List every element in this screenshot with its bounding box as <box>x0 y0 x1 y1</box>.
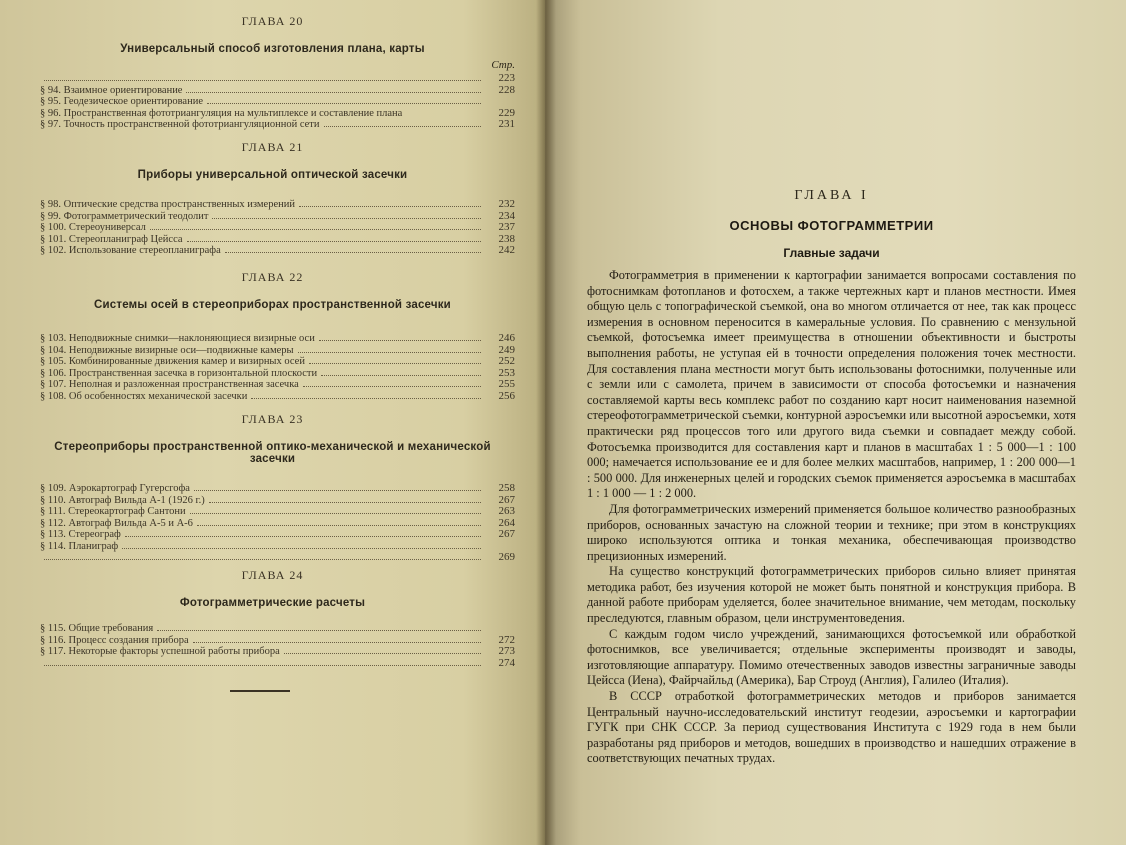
toc-entry <box>30 635 515 647</box>
toc-page-number: 234 <box>498 209 515 222</box>
toc-entry <box>30 483 515 495</box>
toc-section: § 102. Использование стереопланиграфа <box>40 245 221 256</box>
toc-section: § 104. Неподвижные визирные оси—подвижные камеры <box>40 344 294 356</box>
chapter-label: ГЛАВА I <box>794 188 869 203</box>
toc-section: § 116. Процесс создания прибора <box>40 634 189 646</box>
section-subtitle: Главные задачи <box>783 246 880 260</box>
chapter-title: Универсальный способ изготовления плана, карты <box>120 43 425 55</box>
toc-page-number: 256 <box>498 389 515 402</box>
toc-leader <box>284 653 481 654</box>
toc-section: § 97. Точность пространственной фототриангуляционной сети <box>40 119 320 130</box>
toc-leader <box>225 252 481 253</box>
chapter-label: ГЛАВА 22 <box>241 270 304 284</box>
toc-page-number: 258 <box>498 482 515 494</box>
toc-entry <box>30 518 515 530</box>
toc-section: § 114. Планиграф <box>40 540 119 552</box>
toc-leader <box>321 375 481 376</box>
toc-page-number: 274 <box>498 656 515 669</box>
toc-entry <box>30 245 515 257</box>
toc-section: § 103. Неподвижные снимки—наклоняющиеся визирные оси <box>40 333 315 344</box>
toc-page-number: 269 <box>498 551 515 563</box>
toc-entry <box>30 541 515 553</box>
toc-entry <box>30 623 515 635</box>
chapter-title: Приборы универсальной оптической засечки <box>137 169 408 181</box>
toc-entry <box>30 119 515 131</box>
toc-entry <box>30 222 515 234</box>
toc-page-number: 223 <box>498 72 515 84</box>
toc-page-number: 264 <box>498 516 515 529</box>
toc-leader <box>193 642 481 643</box>
toc-entry <box>30 552 515 564</box>
toc-entry <box>30 211 515 223</box>
toc-leader <box>150 229 481 230</box>
toc-leader <box>44 665 481 666</box>
toc-entry <box>30 368 515 380</box>
toc-page-number: 231 <box>498 118 515 130</box>
paragraph: На существо конструкций фотограмметрических приборов сильно влияет принятая методика работ, без изучения которой не может быть понятной и конструкция прибора. В данной работе приборам уделяется, более значительное внимание, чем методам, поскольку преследуются, главным образом, цели инструментоведения. <box>587 564 1076 626</box>
toc-leader <box>309 363 481 364</box>
toc-section: § 100. Стереоуниверсал <box>40 222 146 233</box>
toc-section: § 108. Об особенностях механической засечки <box>40 390 248 402</box>
toc-section: § 94. Взаимное ориентирование <box>40 84 183 96</box>
toc-leader <box>190 513 481 514</box>
end-rule <box>230 690 290 692</box>
toc-entry <box>30 646 515 658</box>
chapter-22 <box>30 270 515 402</box>
chapter-title: Стереоприборы пространственной оптико-механической и механической засечки <box>54 441 491 465</box>
toc-entry <box>30 529 515 541</box>
paragraph: С каждым годом число учреждений, занимающихся фотосъемкой или обработкой фотоснимков, все увеличивается; отдельные эксперименты производят и заводы, изготовляющие аппаратуру. Помимо отечественных заводов известны заграничные заводы Цейсса (Иена), Файрчайльд (Америка), Бар Строуд (Англия), Галилео (Италия). <box>587 626 1076 688</box>
toc-leader <box>44 559 481 560</box>
toc-leader <box>298 352 481 353</box>
toc-section: § 106. Пространственная засечка в горизонтальной плоскости <box>40 367 318 379</box>
chapter-label: ГЛАВА 21 <box>241 140 304 154</box>
chapter-label: ГЛАВА 20 <box>241 14 304 28</box>
toc-page-number: 267 <box>498 493 515 506</box>
toc-leader <box>251 398 481 399</box>
toc-section: § 95. Геодезическое ориентирование <box>40 96 203 107</box>
right-page <box>545 0 1126 845</box>
toc-leader <box>303 386 481 387</box>
toc-entry <box>30 108 515 120</box>
toc-section: § 109. Аэрокартограф Гугерсгофа <box>40 483 190 494</box>
toc-page-number: 246 <box>498 332 515 344</box>
toc-entry <box>30 333 515 345</box>
toc-leader <box>44 80 481 81</box>
paragraph: Для фотограмметрических измерений применяется большое количество разнообразных приборов, основанных зачастую на сложной теории и технике; при этом в конструкциях широко используются оптика и тонкая механика, обеспечивающая производство прецизионных измерений. <box>587 501 1076 563</box>
toc-page-number: 242 <box>498 244 515 256</box>
chapter-label: ГЛАВА 23 <box>241 412 304 426</box>
toc-leader <box>122 548 481 549</box>
toc-leader <box>186 92 481 93</box>
toc-entry <box>30 356 515 368</box>
toc-entry <box>30 234 515 246</box>
page-column-label: Стр. <box>491 59 515 71</box>
toc-section: § 111. Стереокартограф Сантони <box>40 506 186 517</box>
book-gutter <box>536 0 556 845</box>
toc-section: § 110. Автограф Вильда А-1 (1926 г.) <box>40 494 205 506</box>
toc-leader <box>125 536 481 537</box>
toc-entry <box>30 658 515 670</box>
body-text <box>587 268 1076 767</box>
toc-page-number: 232 <box>498 198 515 210</box>
toc-leader <box>319 340 481 341</box>
chapter-title: Системы осей в стереоприборах пространственной засечки <box>94 299 451 311</box>
toc-page-number: 263 <box>498 505 515 517</box>
chapter-20 <box>30 14 515 131</box>
toc-section: § 101. Стереопланиграф Цейсса <box>40 233 183 245</box>
toc-section: § 112. Автограф Вильда А-5 и А-6 <box>40 517 193 529</box>
chapter-21 <box>30 140 515 257</box>
toc-page-number: 249 <box>498 343 515 356</box>
toc-leader <box>197 525 481 526</box>
toc-leader <box>324 126 481 127</box>
toc-entry <box>30 85 515 97</box>
chapter-title: ОСНОВЫ ФОТОГРАММЕТРИИ <box>729 218 934 233</box>
toc-entry <box>30 199 515 211</box>
toc-page-number: 252 <box>498 355 515 367</box>
toc-entry <box>30 379 515 391</box>
toc-leader <box>212 218 481 219</box>
toc-section: § 107. Неполная и разложенная пространственная засечка <box>40 379 299 390</box>
toc-leader <box>207 103 481 104</box>
toc-entry <box>30 391 515 403</box>
toc-section: § 99. Фотограмметрический теодолит <box>40 210 209 222</box>
chapter-label: ГЛАВА 24 <box>241 568 304 582</box>
paragraph: Фотограмметрия в применении к картографии занимается вопросами составления по фотоснимкам фотопланов и фотосхем, а также чертежных карт и планов местности. Имея общую цель с топографической съемкой, она во многом отличается от нее, так как процесс измерения в основном переносится в камеральные условия. По сравнению с мензульной съемкой, фотосъемка имеет преимущества в отношении объективности и быстроты выполнения работы, не уступая ей в точности определения положения точек местности. Для составления плана местности могут быть использованы фотоснимки, полученные или с земли или с самолета, причем в зависимости от способа фотосъемки и назначения составляемой карты весь комплекс работ по созданию карт носит наименования наземной стереофотограмметрической съемки, контурной аэросъемки или высотной аэросъемки, хотя практически ряд процессов того или другого вида съемки и совпадает между собой. Фотосъемка производится для составления карт и планов в масштабах 1 : 5 000—1 : 100 000; намечается использование ее и для более мелких масштабов, например, 1 : 200 000—1 : 500 000. Для инженерных целей и городских съемок применяется аэросъемка в масштабах 1 : 1 000 — 1 : 2 000. <box>587 268 1076 501</box>
chapter-23 <box>30 412 515 564</box>
toc-page-number: 238 <box>498 232 515 245</box>
chapter-title: Фотограмметрические расчеты <box>179 597 366 609</box>
left-page <box>0 0 545 845</box>
toc-leader <box>209 502 481 503</box>
toc-section: § 105. Комбинированные движения камер и визирных осей <box>40 356 305 367</box>
toc-section: § 98. Оптические средства пространственных измерений <box>40 199 295 210</box>
toc-leader <box>187 241 481 242</box>
toc-section: § 117. Некоторые факторы успешной работы прибора <box>40 646 280 657</box>
toc-page-number: 253 <box>498 366 515 379</box>
toc-page-number: 229 <box>498 106 515 119</box>
toc-entry <box>30 96 515 108</box>
toc-section: § 115. Общие требования <box>40 623 154 634</box>
toc-page-number: 272 <box>498 633 515 646</box>
toc-page-number: 237 <box>498 221 515 233</box>
toc-entry <box>30 495 515 507</box>
toc-entry <box>30 73 515 85</box>
toc-entry <box>30 506 515 518</box>
toc-leader <box>299 206 481 207</box>
chapter-24 <box>30 568 515 669</box>
toc-page-number: 255 <box>498 378 515 390</box>
toc-leader <box>194 490 481 491</box>
toc-page-number: 267 <box>498 528 515 540</box>
toc-page-number: 273 <box>498 645 515 657</box>
toc-leader <box>157 630 481 631</box>
toc-section: § 96. Пространственная фототриангуляция на мультиплексе и составление плана <box>40 107 403 119</box>
paragraph: В СССР отработкой фотограмметрических методов и приборов занимается Центральный научно-исследовательский институт геодезии, аэросъемки и картографии ГУГК при СНК СССР. За период существования Института с 1929 года в нем были разработаны ряд приборов и методов, вошедших в производство и нашедших отражение в соответствующих печатных трудах. <box>587 689 1076 766</box>
toc-page-number: 228 <box>498 83 515 96</box>
toc-section: § 113. Стереограф <box>40 529 121 540</box>
toc-entry <box>30 345 515 357</box>
